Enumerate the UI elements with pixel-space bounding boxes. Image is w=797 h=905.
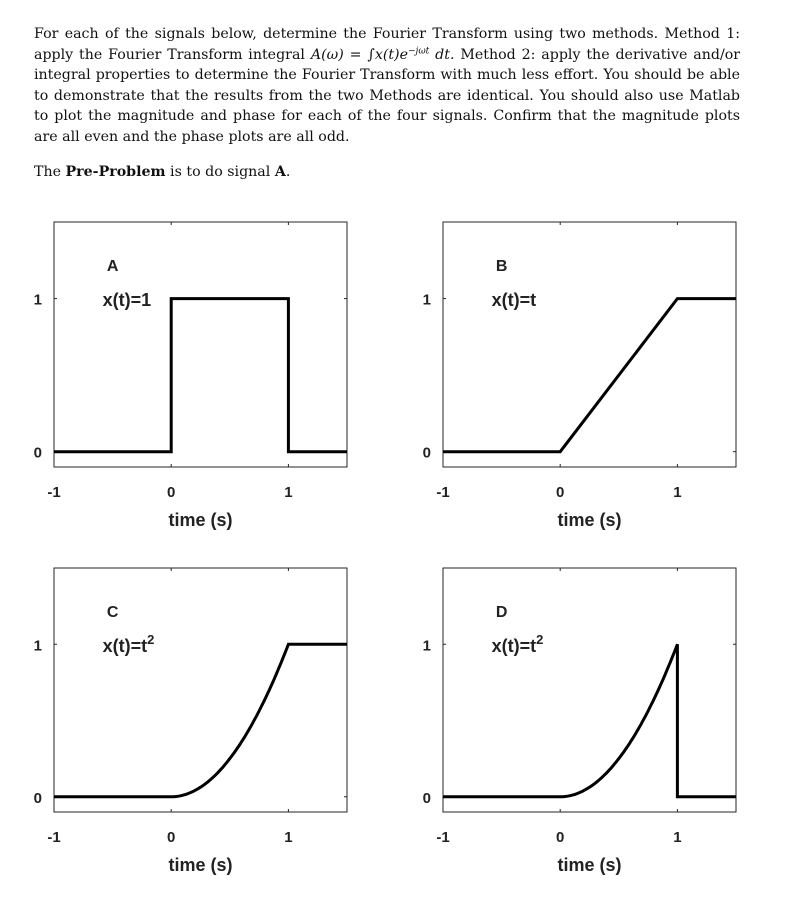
panel-b-equation-text: x(t)=t [491, 290, 537, 310]
panel-d-frame [443, 568, 736, 812]
pre-lead: The [34, 164, 61, 180]
panel-b-ytick-label-1: 1 [422, 291, 431, 309]
panel-a-label: A [106, 258, 119, 275]
panel-a-equation-text: x(t)=1 [102, 290, 152, 310]
pre-signal: A [274, 164, 286, 180]
panel-a-equation [103, 290, 152, 310]
panel-c-xlabel: time (s) [168, 855, 233, 875]
panel-d-ytick-label-0: 0 [422, 789, 431, 807]
panel-d-equation [492, 632, 544, 656]
panel-c-xtick-label-0: -1 [47, 829, 61, 846]
problem-rest: Method 2: apply the derivative and/or integral properties to determine the Fourier Transform with much less effort. You should be able to demonstrate that the results from the two Methods are identical. You should also use Matlab to plot the magnitude and phase for each of the four signals. Confirm that the magnitude plots are all even and the phase plots are all odd. [34, 46, 741, 145]
panel-b-label: B [495, 258, 508, 275]
panel-a-ytick-label-1: 1 [33, 291, 42, 309]
panel-d-xtick-label-1: 0 [556, 829, 565, 846]
panel-a-xlabel: time (s) [168, 510, 233, 530]
panel-b-xtick-label-1: 0 [556, 484, 565, 501]
panel-d-label: D [495, 604, 508, 621]
problem-intro: For each of the signals below, determine the Fourier Transform using two methods. Method 1: apply the Fourier Transform integral [34, 26, 740, 63]
panel-b-frame [443, 222, 736, 467]
panel-d-ytick-label-1: 1 [422, 637, 431, 655]
panel-c-ytick-label-1: 1 [33, 637, 42, 655]
formula-integral: ∫ [367, 46, 375, 63]
formula-exp: −jωt [407, 45, 430, 56]
panel-b-equation [492, 290, 537, 310]
panel-b-xtick-label-0: -1 [436, 484, 450, 501]
panel-a-ytick-label-0: 0 [33, 444, 42, 462]
panel-a-xtick-label-0: -1 [47, 484, 61, 501]
panel-b-ytick-label-0: 0 [422, 444, 431, 462]
panel-d-xtick-label-0: -1 [436, 829, 450, 846]
panel-a-frame [54, 222, 347, 467]
panel-a-xtick-label-2: 1 [284, 484, 293, 501]
panel-c-equation [103, 632, 155, 656]
panel-c-equation-exponent: 2 [147, 632, 155, 647]
panel-d-xlabel: time (s) [557, 855, 622, 875]
panel-c-ytick-label-0: 0 [33, 789, 42, 807]
panel-b-xlabel: time (s) [557, 510, 622, 530]
formula-dt: dt. [435, 46, 455, 63]
panel-d-xtick-label-2: 1 [673, 829, 682, 846]
pre-end: . [285, 164, 291, 180]
panel-d-equation-exponent: 2 [536, 632, 544, 647]
panel-c-xtick-label-2: 1 [284, 829, 293, 846]
panel-b-xtick-label-2: 1 [673, 484, 682, 501]
panel-c-label: C [106, 604, 119, 621]
panel-c-equation-text: x(t)=t [102, 636, 148, 656]
formula-x: x(t)e [374, 46, 408, 63]
panel-c-xtick-label-1: 0 [167, 829, 176, 846]
formula-eq: = [349, 46, 362, 63]
panel-c-frame [54, 568, 347, 812]
formula-lhs: A(ω) [310, 46, 344, 63]
pre-mid: is to do signal [170, 164, 271, 180]
panel-d-equation-text: x(t)=t [491, 636, 537, 656]
panel-a-xtick-label-1: 0 [167, 484, 176, 501]
pre-bold: Pre-Problem [65, 164, 166, 180]
